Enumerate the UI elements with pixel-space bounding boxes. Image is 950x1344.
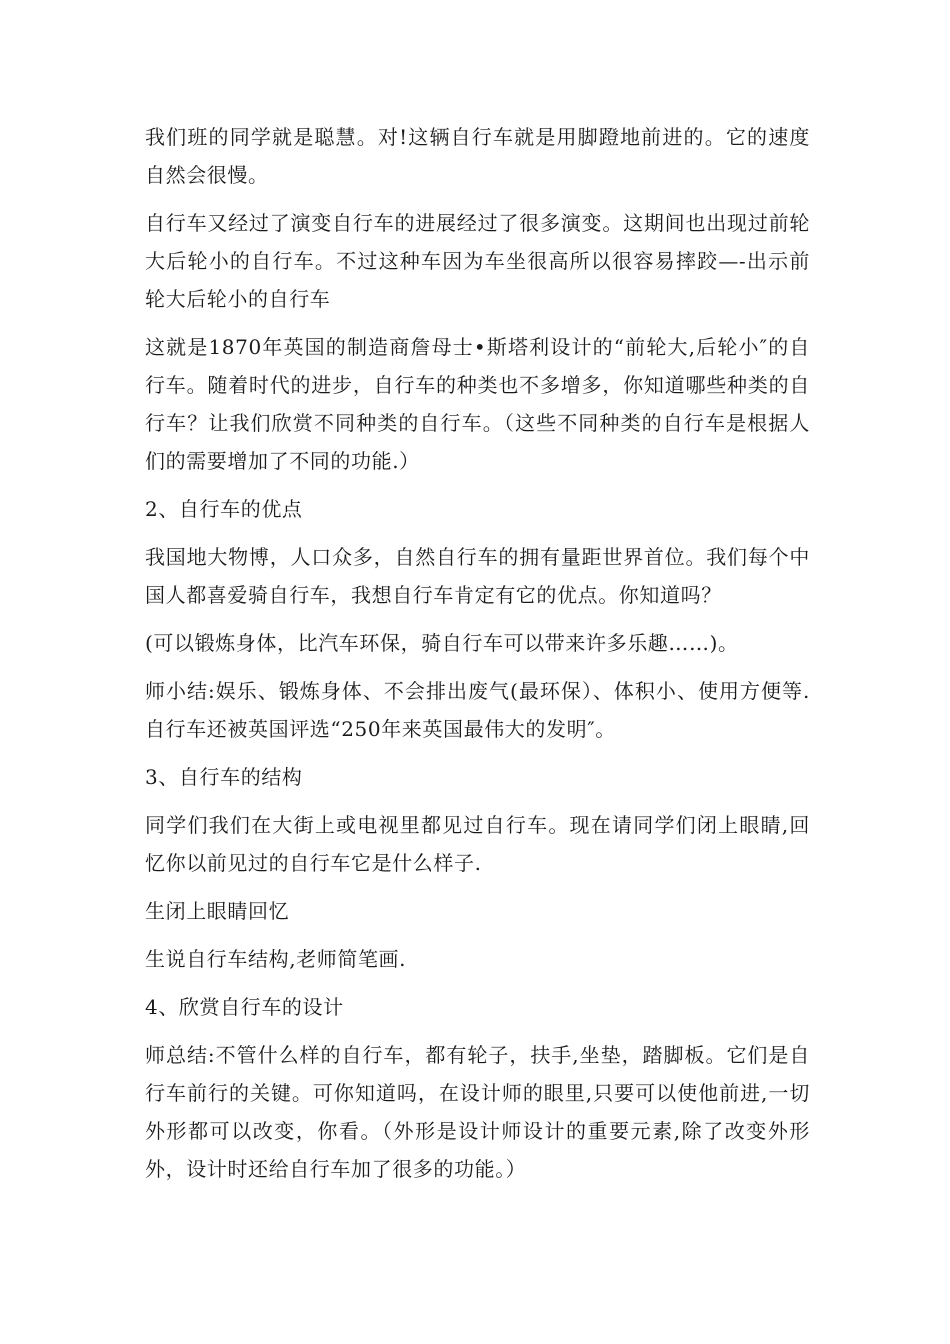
paragraph-bike-speed: 我们班的同学就是聪慧。对!这辆自行车就是用脚蹬地前进的。它的速度自然会很慢。 <box>145 125 810 187</box>
paragraph-bike-1870: 这就是1870年英国的制造商詹母士•斯塔利设计的“前轮大,后轮小″的自行车。随着时代的进步，自行车的种类也不多增多，你知道哪些种类的自行车？让我们欣赏不同种类的自行车。（这些不同种类的自行车是根据人们的需要增加了不同的功能.） <box>145 335 810 473</box>
paragraph-advantages-answer: (可以锻炼身体，比汽车环保，骑自行车可以带来许多乐趣……)。 <box>145 631 739 655</box>
document-page <box>145 118 810 1198</box>
paragraph-students-recall: 生闭上眼睛回忆 <box>145 899 290 923</box>
paragraph-students-describe: 生说自行车结构,老师简笔画. <box>145 947 407 971</box>
section-heading-design: 4、欣赏自行车的设计 <box>145 995 344 1019</box>
paragraph-structure-recall: 同学们我们在大街上或电视里都见过自行车。现在请同学们闭上眼睛,回忆你以前见过的自行车它是什么样子. <box>145 813 810 875</box>
paragraph-teacher-summary: 师小结:娱乐、锻炼身体、不会排出废气(最环保）、体积小、使用方便等.自行车还被英国评选“250年来英国最伟大的发明″。 <box>145 679 810 741</box>
paragraph-bike-evolution: 自行车又经过了演变自行车的进展经过了很多演变。这期间也出现过前轮大后轮小的自行车。不过这种车因为车坐很高所以很容易摔跤—-出示前轮大后轮小的自行车 <box>145 211 810 311</box>
section-heading-structure: 3、自行车的结构 <box>145 765 303 789</box>
paragraph-design-summary: 师总结:不管什么样的自行车，都有轮子，扶手,坐垫，踏脚板。它们是自行车前行的关键。可你知道吗，在设计师的眼里,只要可以使他前进,一切外形都可以改变，你看。（外形是设计师设计的重要元素,除了改变外形外，设计时还给自行车加了很多的功能。） <box>145 1043 810 1181</box>
paragraph-advantages-question: 我国地大物博，人口众多，自然自行车的拥有量距世界首位。我们每个中国人都喜爱骑自行车，我想自行车肯定有它的优点。你知道吗？ <box>145 545 810 607</box>
section-heading-advantages: 2、自行车的优点 <box>145 497 303 521</box>
